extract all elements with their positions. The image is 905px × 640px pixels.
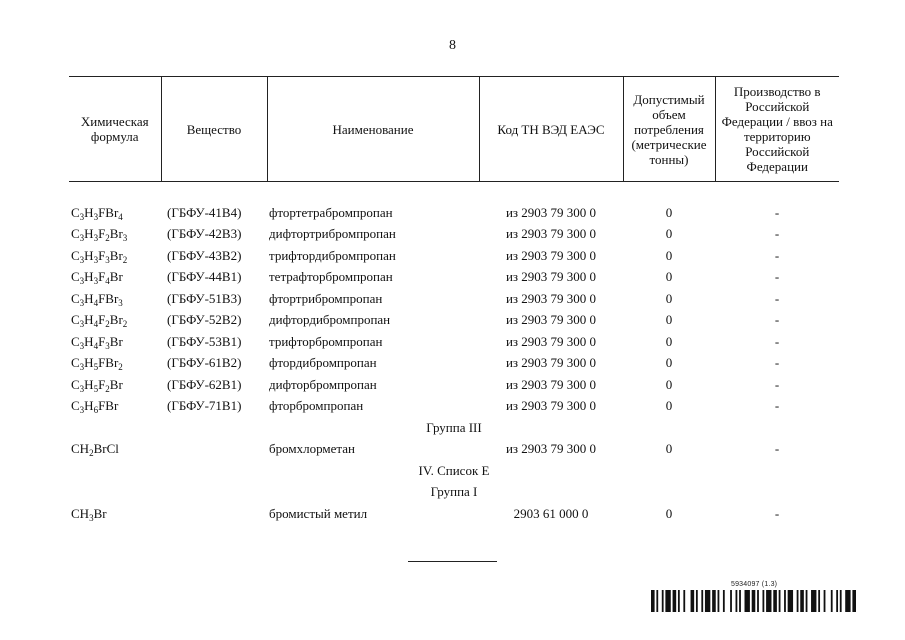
barcode-bar	[800, 590, 804, 612]
formula-subscript: 3	[93, 276, 99, 287]
barcode-bar	[806, 590, 808, 612]
formula-subscript: 3	[79, 233, 85, 244]
cell-name: фторбромпропан	[269, 398, 364, 414]
cell-code: из 2903 79 300 0	[505, 441, 597, 457]
cell-formula	[69, 439, 161, 461]
formula-part: CH	[71, 441, 90, 457]
formula-subscript: 2	[122, 319, 128, 330]
group-title: Группа I	[430, 484, 478, 500]
cell-formula	[69, 245, 161, 267]
cell-substance: (ГБФУ-71B1)	[167, 398, 242, 414]
spacer-row	[69, 182, 839, 203]
cell-formula	[69, 288, 161, 310]
cell-production: -	[774, 312, 780, 328]
cell-substance: (ГБФУ-61B2)	[167, 355, 242, 371]
table-row	[69, 202, 839, 224]
formula-part: FBr	[98, 398, 119, 414]
barcode-id: 5934097 (1.3)	[731, 581, 778, 588]
formula-part: Br	[109, 312, 123, 328]
table-row	[69, 353, 839, 375]
cell-formula	[69, 374, 161, 396]
table-row	[69, 288, 839, 310]
barcode-bar	[824, 590, 826, 612]
cell-volume: 0	[665, 247, 673, 263]
table-row	[69, 374, 839, 396]
cell-production: -	[774, 355, 780, 371]
group-title: Группа III	[426, 419, 482, 435]
table-body	[69, 182, 839, 525]
formula-subscript: 2	[105, 233, 110, 244]
barcode-bar	[665, 590, 670, 612]
cell-formula	[69, 331, 161, 353]
cell-production: -	[774, 269, 780, 285]
formula-subscript: 5	[93, 362, 99, 373]
formula-part: H	[84, 290, 94, 306]
formula-part: C	[71, 376, 80, 392]
header-substance: Вещество	[161, 77, 267, 182]
formula-subscript: 3	[105, 340, 110, 351]
cell-name: дифтортрибромпропан	[269, 226, 396, 242]
cell-volume: 0	[665, 505, 673, 521]
cell-name: фтортрибромпропан	[269, 290, 383, 306]
formula-part: H	[84, 398, 94, 414]
header-formula: Химическая формула	[80, 114, 149, 144]
formula-subscript: 4	[93, 340, 99, 351]
cell-production: -	[774, 505, 780, 521]
formula-part: H	[84, 247, 94, 263]
cell-substance: (ГБФУ-51B3)	[167, 290, 242, 306]
cell-volume: 0	[665, 290, 673, 306]
formula-part: H	[84, 204, 94, 220]
barcode-bar	[762, 590, 764, 612]
formula-subscript: 2	[89, 448, 94, 459]
cell-code: 2903 61 000 0	[513, 505, 589, 521]
formula-part: CH	[71, 505, 90, 521]
formula-part: H	[84, 269, 94, 285]
barcode-bar	[662, 590, 664, 612]
formula-subscript: 4	[93, 297, 99, 308]
formula-part: F	[98, 247, 106, 263]
barcode-bar	[784, 590, 786, 612]
cell-substance: (ГБФУ-41B4)	[167, 204, 242, 220]
formula-part: F	[98, 376, 106, 392]
formula-part: C	[71, 333, 80, 349]
formula-subscript: 6	[93, 405, 99, 416]
formula-part: Br	[109, 226, 123, 242]
formula-part: C	[71, 355, 80, 371]
cell-volume: 0	[665, 376, 673, 392]
cell-substance: (ГБФУ-44B1)	[167, 269, 242, 285]
formula-part: F	[98, 312, 106, 328]
cell-name: бромхлорметан	[269, 441, 355, 457]
barcode-bar	[718, 590, 720, 612]
table-row	[69, 331, 839, 353]
cell-name: дифторбромпропан	[269, 376, 377, 392]
formula-subscript: 3	[118, 297, 123, 308]
formula-part: Br	[109, 333, 123, 349]
footer-divider	[408, 561, 497, 562]
formula-subscript: 5	[93, 383, 99, 394]
cell-production: -	[774, 226, 780, 242]
cell-substance	[161, 503, 267, 525]
table-row	[69, 310, 839, 332]
table-row	[69, 439, 839, 461]
cell-volume: 0	[665, 269, 673, 285]
barcode-bar	[836, 590, 838, 612]
cell-code: из 2903 79 300 0	[505, 269, 597, 285]
barcode-bar	[712, 590, 716, 612]
formula-part: C	[71, 269, 80, 285]
formula-subscript: 4	[105, 276, 110, 287]
formula-subscript: 3	[79, 340, 85, 351]
formula-part: Br	[109, 247, 123, 263]
formula-part: FBr	[98, 355, 119, 371]
cell-substance: (ГБФУ-42B3)	[167, 226, 242, 242]
substances-table-wrapper	[69, 76, 839, 525]
cell-substance: (ГБФУ-62B1)	[167, 376, 242, 392]
formula-part: C	[71, 247, 80, 263]
cell-production: -	[774, 398, 780, 414]
cell-formula	[69, 310, 161, 332]
barcode-bar	[739, 590, 741, 612]
barcode-bar	[696, 590, 698, 612]
cell-name: фтортетрабромпропан	[269, 204, 393, 220]
cell-production: -	[774, 204, 780, 220]
barcode-bar	[852, 590, 856, 612]
cell-code: из 2903 79 300 0	[505, 376, 597, 392]
formula-subscript: 3	[105, 254, 110, 265]
page-number: 8	[449, 38, 456, 53]
cell-code: из 2903 79 300 0	[505, 247, 597, 263]
formula-subscript: 4	[93, 319, 99, 330]
formula-part: C	[71, 312, 80, 328]
formula-subscript: 3	[122, 233, 128, 244]
formula-part: BrCl	[93, 441, 119, 457]
formula-subscript: 4	[118, 211, 123, 222]
cell-formula	[69, 503, 161, 525]
barcode-bar	[757, 590, 759, 612]
section-row	[69, 482, 839, 504]
formula-part: FBr	[98, 204, 119, 220]
barcode-bar	[752, 590, 756, 612]
barcode-bar	[691, 590, 695, 612]
barcode-bar	[651, 590, 655, 612]
formula-subscript: 3	[93, 211, 99, 222]
formula-part: FBr	[98, 290, 119, 306]
formula-part: F	[98, 269, 106, 285]
header-production: Производство в Российской Федерации / ввоз на территорию Российской Федерации	[715, 77, 839, 182]
cell-volume: 0	[665, 226, 673, 242]
formula-part: H	[84, 333, 94, 349]
formula-part: C	[71, 204, 80, 220]
barcode-bar	[656, 590, 658, 612]
section-row	[69, 460, 839, 482]
formula-subscript: 3	[79, 405, 85, 416]
cell-production: -	[774, 441, 780, 457]
formula-part: C	[71, 226, 80, 242]
cell-volume: 0	[665, 333, 673, 349]
formula-part: H	[84, 226, 94, 242]
cell-name: трифтордибромпропан	[269, 247, 396, 263]
header-volume: Допустимый объем потребления (метрические тонны)	[623, 77, 715, 182]
table-row	[69, 503, 839, 525]
formula-subscript: 3	[79, 319, 85, 330]
formula-subscript: 3	[89, 512, 94, 523]
barcode-bar	[745, 590, 750, 612]
cell-code: из 2903 79 300 0	[505, 204, 597, 220]
barcode-bar	[723, 590, 725, 612]
cell-formula	[69, 267, 161, 289]
barcode-bar	[788, 590, 793, 612]
formula-subscript: 3	[79, 276, 85, 287]
cell-production: -	[774, 247, 780, 263]
cell-formula	[69, 353, 161, 375]
cell-volume: 0	[665, 355, 673, 371]
cell-code: из 2903 79 300 0	[505, 355, 597, 371]
cell-substance: (ГБФУ-53B1)	[167, 333, 242, 349]
cell-code: из 2903 79 300 0	[505, 290, 597, 306]
list-title: IV. Список Е	[418, 462, 490, 478]
barcode-image	[651, 590, 856, 612]
cell-formula	[69, 396, 161, 418]
header-code: Код ТН ВЭД ЕАЭС	[479, 77, 623, 182]
formula-subscript: 3	[79, 383, 85, 394]
formula-subscript: 3	[79, 297, 85, 308]
cell-substance: (ГБФУ-52B2)	[167, 312, 242, 328]
barcode-bar	[678, 590, 680, 612]
formula-subscript: 3	[93, 254, 99, 265]
cell-code: из 2903 79 300 0	[505, 333, 597, 349]
header-name: Наименование	[267, 77, 479, 182]
formula-subscript: 3	[79, 362, 85, 373]
cell-name: трифторбромпропан	[269, 333, 383, 349]
cell-production: -	[774, 290, 780, 306]
barcode-bar	[730, 590, 732, 612]
cell-volume: 0	[665, 312, 673, 328]
formula-subscript: 2	[105, 383, 110, 394]
barcode-bar	[766, 590, 771, 612]
barcode-bar	[701, 590, 703, 612]
formula-subscript: 3	[93, 233, 99, 244]
formula-subscript: 3	[79, 254, 85, 265]
formula-subscript: 2	[122, 254, 128, 265]
barcode-bar	[773, 590, 777, 612]
section-row	[69, 417, 839, 439]
formula-subscript: 2	[105, 319, 110, 330]
barcode-bar	[705, 590, 710, 612]
formula-part: C	[71, 398, 80, 414]
table-row	[69, 267, 839, 289]
table-row	[69, 245, 839, 267]
cell-code: из 2903 79 300 0	[505, 312, 597, 328]
cell-code: из 2903 79 300 0	[505, 226, 597, 242]
cell-name: фтордибромпропан	[269, 355, 377, 371]
formula-part: H	[84, 355, 94, 371]
formula-part: H	[84, 376, 94, 392]
formula-subscript: 3	[79, 211, 85, 222]
cell-code: из 2903 79 300 0	[505, 398, 597, 414]
cell-volume: 0	[665, 441, 673, 457]
cell-formula	[69, 224, 161, 246]
formula-part: H	[84, 312, 94, 328]
cell-substance	[161, 439, 267, 461]
barcode-bar	[779, 590, 781, 612]
cell-substance: (ГБФУ-43B2)	[167, 247, 242, 263]
cell-formula	[69, 202, 161, 224]
table-header	[69, 77, 839, 182]
formula-part: C	[71, 290, 80, 306]
cell-production: -	[774, 333, 780, 349]
barcode-bar	[845, 590, 850, 612]
cell-name: тетрафторбромпропан	[269, 269, 393, 285]
substances-table	[69, 76, 839, 525]
formula-part: Br	[109, 269, 123, 285]
barcode-bar	[840, 590, 842, 612]
barcode-bar	[831, 590, 833, 612]
formula-part: F	[98, 333, 106, 349]
formula-part: Br	[109, 376, 123, 392]
formula-part: Br	[93, 505, 107, 521]
cell-volume: 0	[665, 398, 673, 414]
barcode-bar	[818, 590, 820, 612]
barcode-bar	[673, 590, 677, 612]
barcode-bar	[736, 590, 738, 612]
cell-name: дифтордибромпропан	[269, 312, 391, 328]
table-row	[69, 224, 839, 246]
formula-subscript: 2	[118, 362, 123, 373]
cell-volume: 0	[665, 204, 673, 220]
formula-part: F	[98, 226, 106, 242]
barcode-bar	[811, 590, 816, 612]
barcode-bar	[797, 590, 799, 612]
barcode-bar	[683, 590, 685, 612]
table-row	[69, 396, 839, 418]
cell-name: бромистый метил	[269, 505, 368, 521]
cell-production: -	[774, 376, 780, 392]
